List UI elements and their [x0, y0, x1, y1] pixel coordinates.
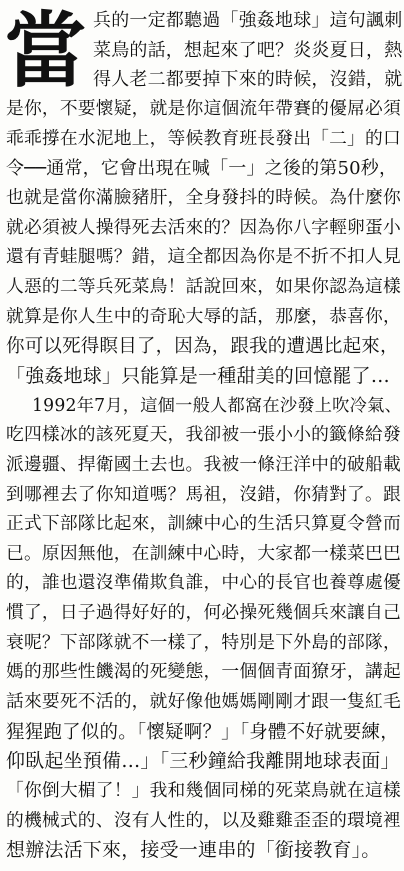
text-line: 想辦法活下來，接受一連串的「銜接教育」。	[6, 839, 381, 862]
text-line: 到哪裡去了你知道嗎？馬祖，沒錯，你猜對了。跟	[6, 484, 401, 505]
text-line: 猩猩跑了似的。「懷疑啊？」「身體不好就要練，	[6, 721, 399, 743]
text-line: 人惡的二等兵死菜鳥！話說回來，如果你認為這樣	[6, 276, 401, 297]
drop-cap: 當	[4, 3, 87, 99]
text-line: 的，誰也還沒準備欺負誰，中心的長官也養尊處優	[6, 573, 401, 594]
text-line: 還有青蛙腿嗎？錯，這全都因為你是不折不扣人見	[6, 247, 401, 268]
text-line: 就必須被人操得死去活來的？因為你八字輕卵蛋小	[6, 217, 401, 238]
text-line: 吃四樣冰的該死夏天，我卻被一張小小的籤條給發	[6, 425, 401, 446]
text-line: 菜鳥的話，想起來了吧？炎炎夏日，熱	[93, 39, 402, 61]
text-line: 慣了，日子過得好好的，何必操死幾個兵來讓自己	[6, 603, 401, 624]
text-line: 已。原因無他，在訓練中心時，大家都一樣菜巴巴	[6, 543, 401, 564]
text-line: 衰呢？下部隊就不一樣了，特別是下外島的部隊，	[6, 632, 401, 653]
text-line: 令──通常，它會出現在喊「一」之後的第50秒，	[6, 158, 398, 180]
text-line: 就算是你人生中的奇恥大辱的話，那麼，恭喜你，	[6, 306, 401, 327]
text-line: 「你倒大楣了！」我和幾個同梯的死菜鳥就在這樣	[6, 781, 401, 801]
text-line: 是你，不要懷疑，就是你這個流年帶賽的優屌必須	[6, 99, 401, 119]
text-line: 仰臥起坐預備…」「三秒鐘給我離開地球表面」	[6, 750, 400, 773]
text-line: 媽的那些性饑渴的死變態，一個個青面獠牙，講起	[6, 662, 401, 683]
text-line: 你可以死得瞑目了，因為，跟我的遭遇比起來，	[6, 336, 399, 358]
text-line: 也就是當你滿臉豬肝，全身發抖的時候。為什麼你	[6, 187, 401, 208]
text-line: 派邊疆、捍衛國土去也。我被一條汪洋中的破船載	[6, 454, 401, 475]
text-line: 得人老二都要掉下來的時候，沒錯，就	[93, 69, 402, 91]
text-line: 乖乖撐在水泥地上，等候教育班長發出「二」的口	[6, 128, 401, 149]
text-line: 1992年7月，這個一般人都窩在沙發上吹冷氣、	[32, 395, 402, 416]
text-line: 正式下部隊比起來，訓練中心的生活只算夏令營而	[6, 514, 401, 535]
text-line: 的機械式的、沒有人性的，以及雞雞歪歪的環境裡	[6, 810, 401, 831]
text-line: 兵的一定都聽過「強姦地球」這句諷刺	[93, 10, 402, 31]
text-line: 話來要死不活的，就好像他媽媽剛剛才跟一隻紅毛	[6, 692, 401, 713]
text-line: 「強姦地球」只能算是一種甜美的回憶罷了…	[6, 364, 391, 387]
